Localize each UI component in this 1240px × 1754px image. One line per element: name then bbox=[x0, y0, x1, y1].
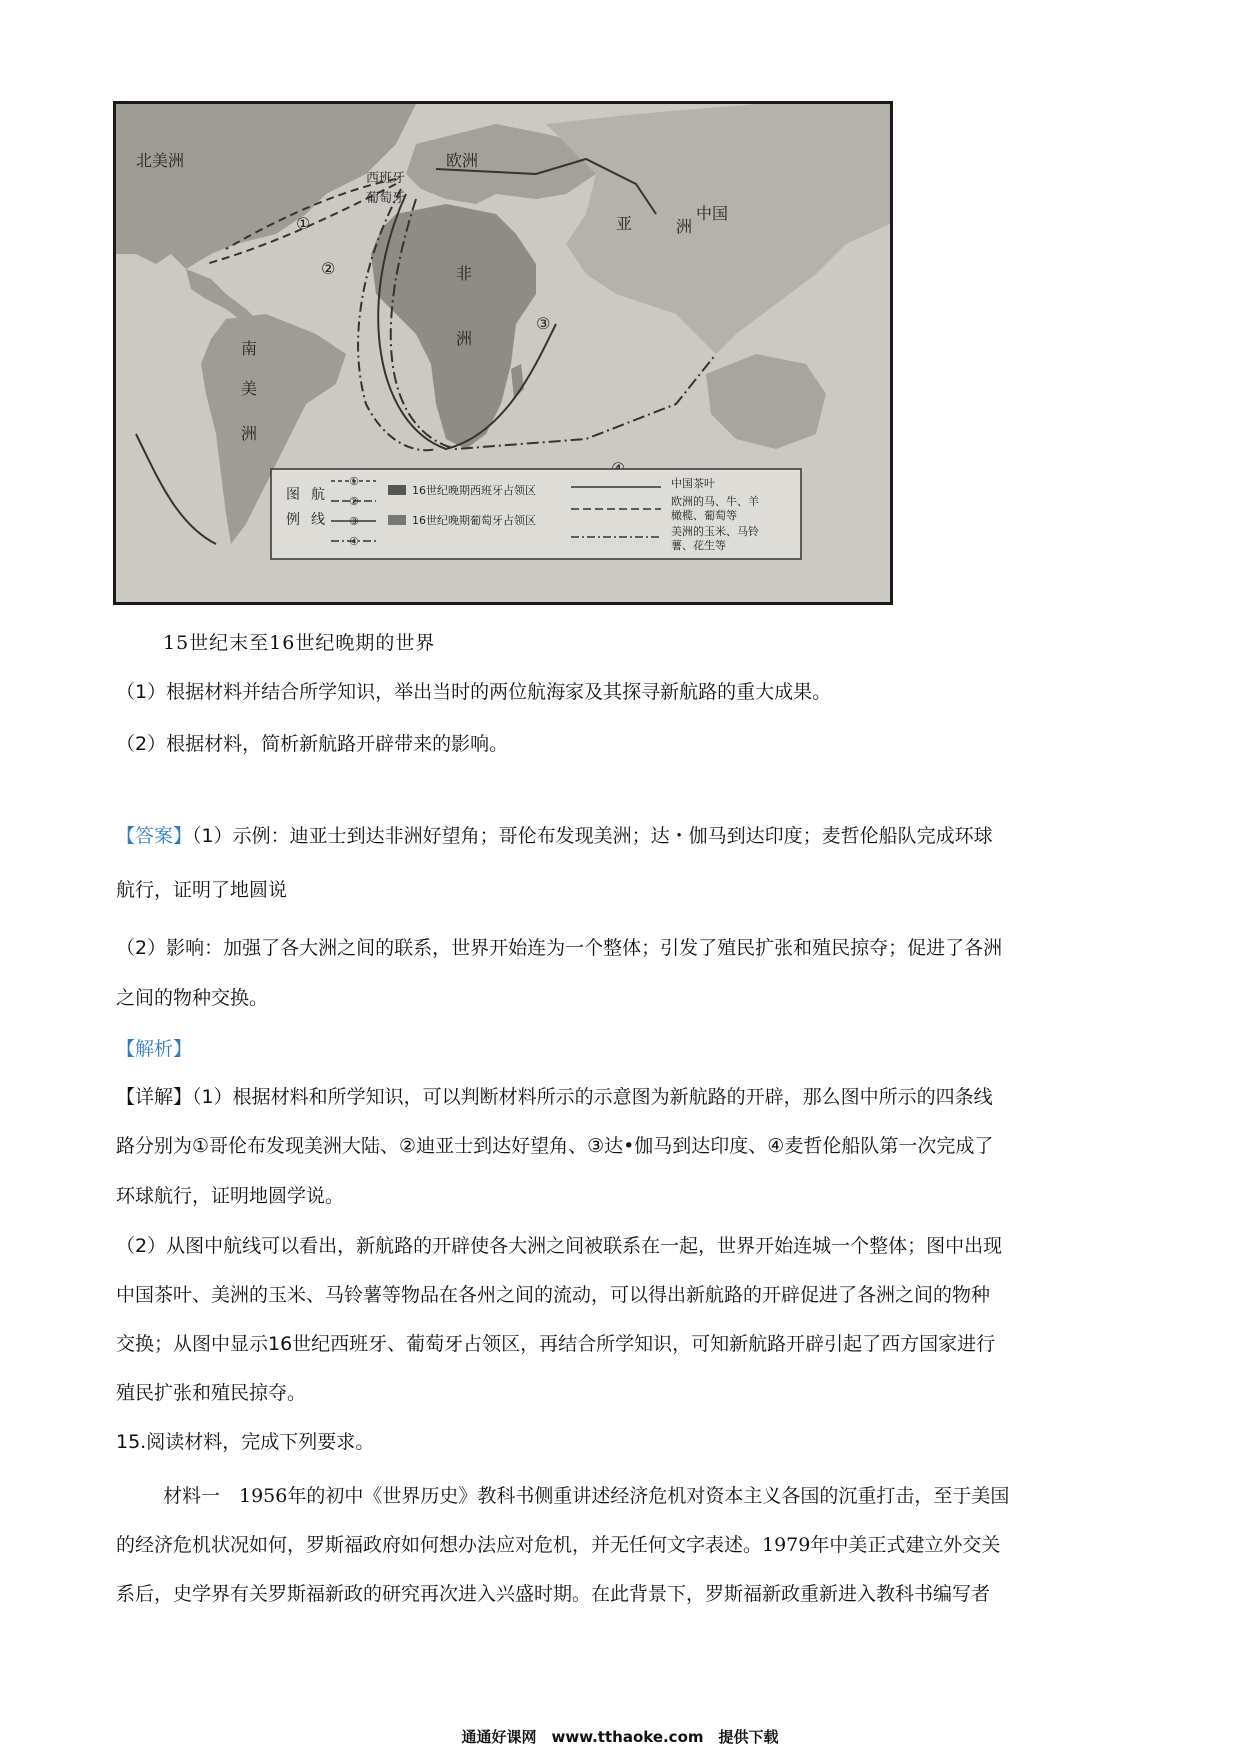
answer-line-4: 之间的物种交换。 bbox=[116, 987, 269, 1009]
answer-line-3: （2）影响：加强了各大洲之间的联系，世界开始连为一个整体；引发了殖民扩张和殖民掠夺；促进了各洲 bbox=[116, 937, 1003, 959]
label-south-america-1: 南 bbox=[241, 339, 258, 358]
label-south-america-3: 洲 bbox=[241, 424, 258, 443]
analysis-line-7: 殖民扩张和殖民掠夺。 bbox=[116, 1382, 307, 1404]
legend-route-2: ② bbox=[349, 495, 359, 508]
label-africa-1: 非 bbox=[456, 264, 473, 283]
question-1: （1）根据材料并结合所学知识，举出当时的两位航海家及其探寻新航路的重大成果。 bbox=[116, 681, 832, 703]
label-south-america-2: 美 bbox=[241, 379, 258, 398]
analysis-line-3: 环球航行，证明地圆学说。 bbox=[116, 1185, 345, 1207]
legend-route-3: ③ bbox=[349, 515, 359, 528]
q15-material-1-line-2: 的经济危机状况如何，罗斯福政府如何想办法应对危机，并无任何文字表述。1979年中美正式建立外交关 bbox=[116, 1534, 1001, 1556]
analysis-line-1 bbox=[116, 1085, 993, 1109]
analysis-line-5: 中国茶叶、美洲的玉米、马铃薯等物品在各州之间的流动，可以得出新航路的开辟促进了各洲之间的物种 bbox=[116, 1284, 991, 1306]
legend-route-1: ① bbox=[349, 475, 359, 488]
legend-route-4: ④ bbox=[349, 535, 359, 548]
map-legend bbox=[271, 469, 801, 559]
analysis-tag: 【解析】 bbox=[116, 1038, 193, 1060]
label-china: 中国 bbox=[696, 204, 729, 223]
answer-line-1 bbox=[116, 824, 993, 848]
question-2: （2）根据材料，简析新航路开辟带来的影响。 bbox=[116, 733, 509, 755]
analysis-text-1: （1）根据材料和所学知识，可以判断材料所示的示意图为新航路的开辟，那么图中所示的四条线 bbox=[192, 1086, 993, 1108]
label-north-america: 北美洲 bbox=[136, 151, 185, 170]
label-route-3: ③ bbox=[536, 314, 551, 333]
label-route-2: ② bbox=[321, 259, 336, 278]
answer-text-1: （1）示例：迪亚士到达非洲好望角；哥伦布发现美洲；达・伽马到达印度；麦哲伦船队完成环球 bbox=[192, 825, 993, 847]
legend-tu: 图 bbox=[286, 487, 300, 503]
legend-portugal-area: 16世纪晚期葡萄牙占领区 bbox=[412, 514, 536, 527]
page-footer: 通通好课网 www.tthaoke.com 提供下载 bbox=[461, 1728, 779, 1746]
label-asia-2: 洲 bbox=[676, 217, 693, 236]
q15-material-1-line-3: 系后，史学界有关罗斯福新政的研究再次进入兴盛时期。在此背景下，罗斯福新政重新进入教科书编写者 bbox=[116, 1583, 991, 1605]
label-portugal: 葡萄牙 bbox=[366, 191, 406, 206]
figure-caption: 15世纪末至16世纪晚期的世界 bbox=[163, 632, 436, 654]
analysis-line-2: 路分别为①哥伦布发现美洲大陆、②迪亚士到达好望角、③达•伽马到达印度、④麦哲伦船队第一次完成了 bbox=[116, 1135, 994, 1157]
q15-material-1-line-1: 材料一 1956年的初中《世界历史》教科书侧重讲述经济危机对资本主义各国的沉重打击，至于美国 bbox=[163, 1485, 1010, 1507]
label-africa-2: 洲 bbox=[456, 329, 473, 348]
analysis-line-4: （2）从图中航线可以看出，新航路的开辟使各大洲之间被联系在一起，世界开始连城一个整体；图中出现 bbox=[116, 1235, 1003, 1257]
label-europe: 欧洲 bbox=[446, 151, 479, 170]
map-graphic bbox=[116, 104, 890, 602]
q15-title: 15.阅读材料，完成下列要求。 bbox=[116, 1431, 375, 1453]
legend-america-goods-2: 薯、花生等 bbox=[671, 539, 726, 552]
legend-europe-goods-1: 欧洲的马、牛、羊 bbox=[671, 495, 759, 508]
legend-europe-goods-2: 橄榄、葡萄等 bbox=[671, 509, 737, 522]
label-spain: 西班牙 bbox=[366, 171, 406, 186]
legend-tea: 中国茶叶 bbox=[671, 477, 715, 490]
analysis-line-6: 交换；从图中显示16世纪西班牙、葡萄牙占领区，再结合所学知识，可知新航路开辟引起了西方国家进行 bbox=[116, 1333, 996, 1355]
detail-tag: 【详解】 bbox=[116, 1086, 193, 1108]
label-asia-1: 亚 bbox=[616, 214, 633, 233]
answer-tag: 【答案】 bbox=[116, 825, 193, 847]
legend-hang: 航 bbox=[311, 487, 325, 503]
world-map-figure bbox=[113, 101, 893, 605]
label-route-1: ① bbox=[296, 214, 311, 233]
legend-spain-area: 16世纪晚期西班牙占领区 bbox=[412, 484, 536, 497]
answer-line-2: 航行，证明了地圆说 bbox=[116, 879, 288, 901]
legend-xian: 线 bbox=[311, 512, 325, 528]
legend-america-goods-1: 美洲的玉米、马铃 bbox=[671, 525, 759, 538]
legend-li: 例 bbox=[286, 512, 300, 528]
